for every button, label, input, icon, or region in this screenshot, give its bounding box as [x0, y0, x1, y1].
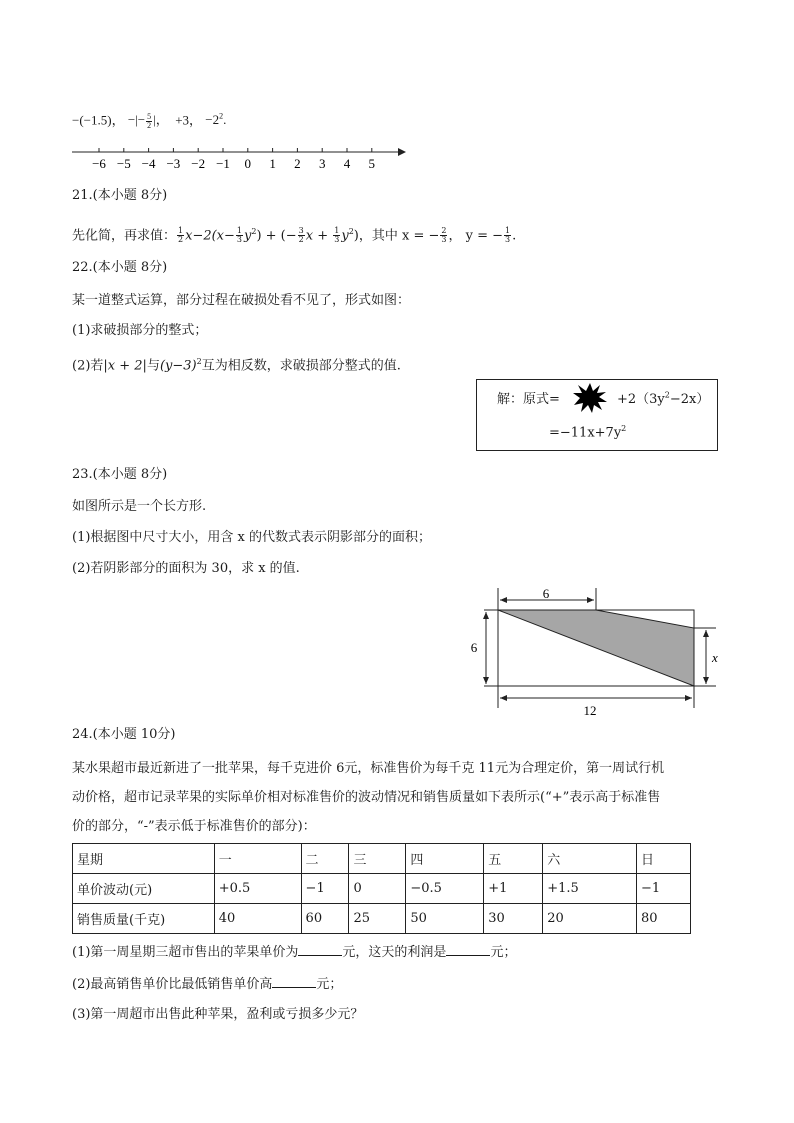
number-neg-abs-frac: −|− $\frac{5}{2}$ |， [127, 111, 169, 130]
table-row [73, 904, 691, 934]
axis-tick-label: 0 [244, 156, 252, 171]
table-cell: 80 [637, 904, 691, 934]
table-cell: 40 [214, 904, 301, 934]
q22-heading: 22.(本小题 8分) [72, 260, 168, 275]
answer-blank-1[interactable] [298, 943, 342, 956]
q24-para-line3: 价的部分，“-”表示低于标准售价的部分)： [72, 819, 316, 834]
q24-para-line2: 动价格，超市记录苹果的实际单价相对标准售价的波动情况和销售质量如下表所示(“+”表示高于标准售 [72, 790, 661, 805]
axis-tick-label: −3 [166, 156, 181, 171]
q22-part2: (2)若|x + 2|与$(y-3)^2$互为相反数，求破损部分整式的值. [72, 357, 401, 374]
number-axis [72, 142, 408, 172]
answer-blank-3[interactable] [272, 975, 316, 988]
table-row [73, 874, 691, 904]
table-row-header: 星期 [73, 844, 215, 874]
q23-part1: (1)根据图中尺寸大小，用含 x 的代数式表示阴影部分的面积； [72, 530, 432, 545]
q24-heading: 24.(本小题 10分) [72, 727, 176, 742]
table-cell: −1 [637, 874, 691, 904]
q23-part2: (2)若阴影部分的面积为 30，求 x 的值. [72, 561, 300, 576]
box-result-line: $=-11x+7y^2$ [549, 424, 627, 441]
number-neg-2-squared: $-2^2$. [205, 112, 227, 128]
axis-tick-label: −1 [216, 156, 230, 171]
number-plus-3: +3， [175, 112, 203, 128]
solution-label: 解：原式 [497, 392, 550, 407]
dim-right-label: x [712, 650, 718, 665]
axis-tick-label: 2 [294, 156, 301, 171]
q24-part2: (2)最高销售单价比最低销售单价高 元； [72, 977, 343, 992]
table-cell: 0 [349, 874, 406, 904]
q24-para-line1: 某水果超市最近新进了一批苹果，每千克进价 6元，标准售价为每千克 11元为合理定价，第一周试行机 [72, 761, 665, 776]
axis-tick-label: 5 [368, 156, 376, 171]
table-cell: 30 [484, 904, 543, 934]
table-cell: 50 [406, 904, 484, 934]
answer-blank-2[interactable] [446, 943, 490, 956]
table-cell: +1 [484, 874, 543, 904]
axis-tick-label: −6 [92, 156, 106, 171]
q22-intro: 某一道整式运算，部分过程在破损处看不见了，形式如图： [72, 293, 411, 308]
table-cell: 四 [406, 844, 484, 874]
price-sales-table [72, 843, 691, 934]
table-cell: −1 [301, 874, 349, 904]
q23-intro: 如图所示是一个长方形. [72, 499, 207, 514]
table-row-header: 单价波动(元) [73, 874, 215, 904]
axis-tick-label: 3 [318, 156, 326, 171]
table-cell: 日 [637, 844, 691, 874]
axis-tick-label: −4 [141, 156, 156, 171]
table-cell: 六 [543, 844, 637, 874]
table-cell: 25 [349, 904, 406, 934]
q21-heading: 21.(本小题 8分) [72, 188, 168, 203]
dim-top-label: 6 [542, 586, 550, 601]
table-cell: 20 [543, 904, 637, 934]
table-row [73, 844, 691, 874]
table-cell: +0.5 [214, 874, 301, 904]
q21-expression: 先化简，再求值： $\frac{1}{2}$ x−2(x− $\frac{1}{3}$ $y^2$) + (− $\frac{3}{2}$ x + $\frac{1}{3}$ $y^2$)，其中 x = − $\frac{2}{3}$ ， y = − $\frac{1}{3}$ . [72, 226, 517, 245]
q20-numbers-line [72, 108, 226, 130]
table-cell: +1.5 [543, 874, 637, 904]
dim-left-label: 6 [470, 640, 478, 655]
dim-bottom-label: 12 [583, 703, 597, 718]
axis-tick-label: −5 [116, 156, 131, 171]
table-cell: −0.5 [406, 874, 484, 904]
q22-damaged-process-box: 解：原式= $+2(3y^2-2x)$ $=-11x+7y^2$ [476, 379, 718, 451]
q23-rectangle-diagram [460, 584, 730, 720]
damage-splat-icon [573, 383, 607, 413]
shaded-region [498, 610, 694, 686]
box-rest-expr: $+2(3y^2-2x)$ [617, 390, 710, 407]
number-neg-neg-1-5: −(−1.5)， [72, 112, 125, 128]
axis-tick-label: −2 [191, 156, 206, 171]
table-row-header: 销售质量(千克) [73, 904, 215, 934]
axis-tick-label: 1 [269, 156, 276, 171]
table-cell: 五 [484, 844, 543, 874]
table-cell: 一 [214, 844, 301, 874]
axis-tick-label: 4 [343, 156, 351, 171]
table-cell: 二 [301, 844, 349, 874]
table-cell: 三 [349, 844, 406, 874]
q24-part3: (3)第一周超市出售此种苹果，盈利或亏损多少元？ [72, 1007, 364, 1022]
q22-part1: (1)求破损部分的整式； [72, 323, 208, 338]
table-cell: 60 [301, 904, 349, 934]
q23-heading: 23.(本小题 8分) [72, 467, 168, 482]
q24-part1: (1)第一周星期三超市售出的苹果单价为 元，这天的利润是 元； [72, 945, 517, 960]
